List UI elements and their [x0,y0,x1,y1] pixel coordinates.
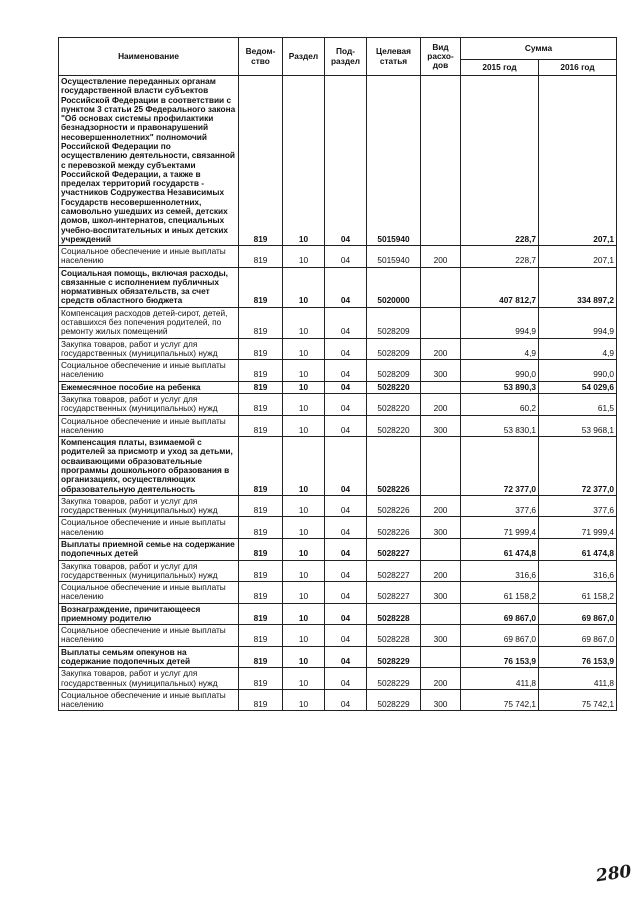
row-target: 5028209 [367,360,421,382]
row-target: 5028226 [367,437,421,496]
row-name: Ежемесячное пособие на ребенка [59,381,239,393]
table-row [59,437,617,496]
table-row [59,538,617,560]
row-subsection: 04 [325,689,367,711]
row-name: Закупка товаров, работ и услуг для государственных (муниципальных) нужд [59,560,239,582]
row-dept: 819 [239,338,283,360]
row-section: 10 [283,76,325,246]
row-exptype [421,381,461,393]
row-exptype: 300 [421,360,461,382]
row-dept: 819 [239,381,283,393]
row-dept: 819 [239,689,283,711]
row-sum-2015: 60,2 [461,394,539,416]
row-subsection: 04 [325,267,367,307]
row-dept: 819 [239,517,283,539]
row-target: 5028229 [367,646,421,668]
row-dept: 819 [239,307,283,338]
row-sum-2015: 228,7 [461,76,539,246]
row-exptype [421,76,461,246]
row-sum-2016: 316,6 [539,560,617,582]
row-sum-2015: 75 742,1 [461,689,539,711]
header-year-2016: 2016 год [539,60,617,76]
row-subsection: 04 [325,582,367,604]
row-sum-2016: 72 377,0 [539,437,617,496]
row-section: 10 [283,246,325,268]
table-body [59,76,617,711]
row-sum-2016: 54 029,6 [539,381,617,393]
row-section: 10 [283,381,325,393]
row-name: Выплаты семьям опекунов на содержание подопечных детей [59,646,239,668]
row-section: 10 [283,582,325,604]
table-row [59,394,617,416]
row-dept: 819 [239,646,283,668]
header-name: Наименование [59,38,239,76]
row-name: Компенсация платы, взимаемой с родителей за присмотр и уход за детьми, осваивающими образовательные программы дошкольного образования в организациях, осуществляющих образовательную деятельность [59,437,239,496]
row-sum-2015: 316,6 [461,560,539,582]
row-target: 5015940 [367,246,421,268]
row-subsection: 04 [325,381,367,393]
row-name: Социальное обеспечение и иные выплаты населению [59,625,239,647]
row-exptype: 300 [421,517,461,539]
row-section: 10 [283,495,325,517]
row-name: Социальное обеспечение и иные выплаты населению [59,517,239,539]
table-row [59,76,617,246]
row-subsection: 04 [325,360,367,382]
row-dept: 819 [239,625,283,647]
table-row [59,415,617,437]
row-subsection: 04 [325,625,367,647]
row-section: 10 [283,437,325,496]
row-target: 5028226 [367,517,421,539]
row-name: Выплаты приемной семье на содержание подопечных детей [59,538,239,560]
row-sum-2016: 207,1 [539,246,617,268]
row-name: Социальная помощь, включая расходы, связанные с исполнением публичных нормативных обязательств, за счет средств областного бюджета [59,267,239,307]
row-section: 10 [283,338,325,360]
table-row [59,689,617,711]
row-subsection: 04 [325,560,367,582]
header-sum: Сумма [461,38,617,60]
row-sum-2016: 61 474,8 [539,538,617,560]
row-subsection: 04 [325,246,367,268]
row-name: Закупка товаров, работ и услуг для государственных (муниципальных) нужд [59,394,239,416]
row-target: 5020000 [367,267,421,307]
row-section: 10 [283,689,325,711]
row-dept: 819 [239,437,283,496]
row-sum-2015: 4,9 [461,338,539,360]
row-target: 5028229 [367,689,421,711]
table-row [59,668,617,690]
row-section: 10 [283,267,325,307]
row-subsection: 04 [325,538,367,560]
row-target: 5028229 [367,668,421,690]
row-section: 10 [283,668,325,690]
row-subsection: 04 [325,603,367,625]
row-subsection: 04 [325,394,367,416]
row-name: Закупка товаров, работ и услуг для государственных (муниципальных) нужд [59,495,239,517]
row-section: 10 [283,560,325,582]
row-name: Социальное обеспечение и иные выплаты населению [59,360,239,382]
row-section: 10 [283,360,325,382]
row-exptype: 200 [421,560,461,582]
row-target: 5028227 [367,560,421,582]
table-row [59,560,617,582]
row-exptype: 200 [421,394,461,416]
row-subsection: 04 [325,495,367,517]
row-sum-2016: 994,9 [539,307,617,338]
row-dept: 819 [239,603,283,625]
row-subsection: 04 [325,668,367,690]
row-sum-2016: 4,9 [539,338,617,360]
row-name: Вознаграждение, причитающееся приемному родителю [59,603,239,625]
row-sum-2016: 334 897,2 [539,267,617,307]
row-exptype: 200 [421,668,461,690]
header-dept: Ведом-ство [239,38,283,76]
row-sum-2015: 76 153,9 [461,646,539,668]
row-sum-2016: 69 867,0 [539,603,617,625]
row-exptype: 300 [421,582,461,604]
row-section: 10 [283,415,325,437]
row-dept: 819 [239,415,283,437]
row-subsection: 04 [325,307,367,338]
table-row [59,603,617,625]
table-row [59,582,617,604]
row-target: 5015940 [367,76,421,246]
row-section: 10 [283,394,325,416]
row-sum-2015: 69 867,0 [461,603,539,625]
row-subsection: 04 [325,517,367,539]
row-sum-2015: 61 474,8 [461,538,539,560]
table-row [59,495,617,517]
table-row [59,267,617,307]
table-row [59,381,617,393]
row-subsection: 04 [325,338,367,360]
row-sum-2015: 407 812,7 [461,267,539,307]
table-row [59,338,617,360]
row-target: 5028228 [367,603,421,625]
row-exptype: 300 [421,625,461,647]
row-section: 10 [283,646,325,668]
header-exptype: Вид расхо-дов [421,38,461,76]
row-name: Социальное обеспечение и иные выплаты населению [59,689,239,711]
row-name: Компенсация расходов детей-сирот, детей, оставшихся без попечения родителей, по ремонту жилых помещений [59,307,239,338]
row-name: Социальное обеспечение и иные выплаты населению [59,415,239,437]
row-section: 10 [283,517,325,539]
row-sum-2016: 76 153,9 [539,646,617,668]
row-exptype: 200 [421,338,461,360]
row-target: 5028220 [367,381,421,393]
row-target: 5028227 [367,538,421,560]
row-dept: 819 [239,668,283,690]
row-section: 10 [283,625,325,647]
row-section: 10 [283,603,325,625]
header-year-2015: 2015 год [461,60,539,76]
row-name: Закупка товаров, работ и услуг для государственных (муниципальных) нужд [59,668,239,690]
header-target: Целевая статья [367,38,421,76]
row-target: 5028228 [367,625,421,647]
row-dept: 819 [239,582,283,604]
row-dept: 819 [239,394,283,416]
table-row [59,517,617,539]
header-section: Раздел [283,38,325,76]
row-sum-2015: 411,8 [461,668,539,690]
row-sum-2016: 69 867,0 [539,625,617,647]
row-sum-2016: 75 742,1 [539,689,617,711]
row-subsection: 04 [325,76,367,246]
row-sum-2016: 207,1 [539,76,617,246]
row-exptype [421,307,461,338]
row-sum-2016: 377,6 [539,495,617,517]
row-sum-2015: 994,9 [461,307,539,338]
row-sum-2015: 53 830,1 [461,415,539,437]
table-row [59,246,617,268]
table-row [59,307,617,338]
row-sum-2015: 990,0 [461,360,539,382]
row-sum-2016: 61 158,2 [539,582,617,604]
row-section: 10 [283,538,325,560]
row-exptype [421,267,461,307]
row-dept: 819 [239,76,283,246]
table-row [59,360,617,382]
row-dept: 819 [239,538,283,560]
row-target: 5028220 [367,415,421,437]
budget-table [58,37,617,711]
row-sum-2015: 71 999,4 [461,517,539,539]
row-name: Закупка товаров, работ и услуг для государственных (муниципальных) нужд [59,338,239,360]
row-sum-2016: 990,0 [539,360,617,382]
row-subsection: 04 [325,415,367,437]
row-target: 5028227 [367,582,421,604]
row-target: 5028209 [367,338,421,360]
row-name: Социальное обеспечение и иные выплаты населению [59,582,239,604]
row-section: 10 [283,307,325,338]
row-sum-2016: 53 968,1 [539,415,617,437]
row-sum-2015: 61 158,2 [461,582,539,604]
table-row [59,625,617,647]
row-exptype [421,437,461,496]
row-sum-2016: 61,5 [539,394,617,416]
row-exptype [421,646,461,668]
row-dept: 819 [239,360,283,382]
row-dept: 819 [239,267,283,307]
row-sum-2015: 377,6 [461,495,539,517]
row-exptype: 200 [421,495,461,517]
row-dept: 819 [239,246,283,268]
row-name: Осуществление переданных органам государственной власти субъектов Российской Федерации в соответствии с пунктом 3 статьи 25 Федерального закона "Об основах системы профилактики безнадзорности и правонарушений несовершеннолетних" полномочий Российской Федерации по осуществлению деятельности, связанной с перевозкой между субъектами Российской Федерации, а также в пределах территорий государств - участников Содружества Независимых Государств несовершеннолетних, самовольно ушедших из семей, детских домов, школ-интернатов, специальных учебно-воспитательных и иных детских учреждений [59,76,239,246]
row-subsection: 04 [325,437,367,496]
row-sum-2016: 411,8 [539,668,617,690]
row-target: 5028226 [367,495,421,517]
row-subsection: 04 [325,646,367,668]
row-sum-2015: 53 890,3 [461,381,539,393]
row-target: 5028209 [367,307,421,338]
row-sum-2015: 69 867,0 [461,625,539,647]
row-sum-2015: 72 377,0 [461,437,539,496]
row-dept: 819 [239,495,283,517]
row-exptype: 200 [421,246,461,268]
table-row [59,646,617,668]
row-exptype: 300 [421,689,461,711]
row-exptype [421,603,461,625]
row-sum-2016: 71 999,4 [539,517,617,539]
row-dept: 819 [239,560,283,582]
row-exptype [421,538,461,560]
header-subsection: Под-раздел [325,38,367,76]
row-exptype: 300 [421,415,461,437]
row-target: 5028220 [367,394,421,416]
row-sum-2015: 228,7 [461,246,539,268]
row-name: Социальное обеспечение и иные выплаты населению [59,246,239,268]
page-number: 280 [594,861,633,887]
